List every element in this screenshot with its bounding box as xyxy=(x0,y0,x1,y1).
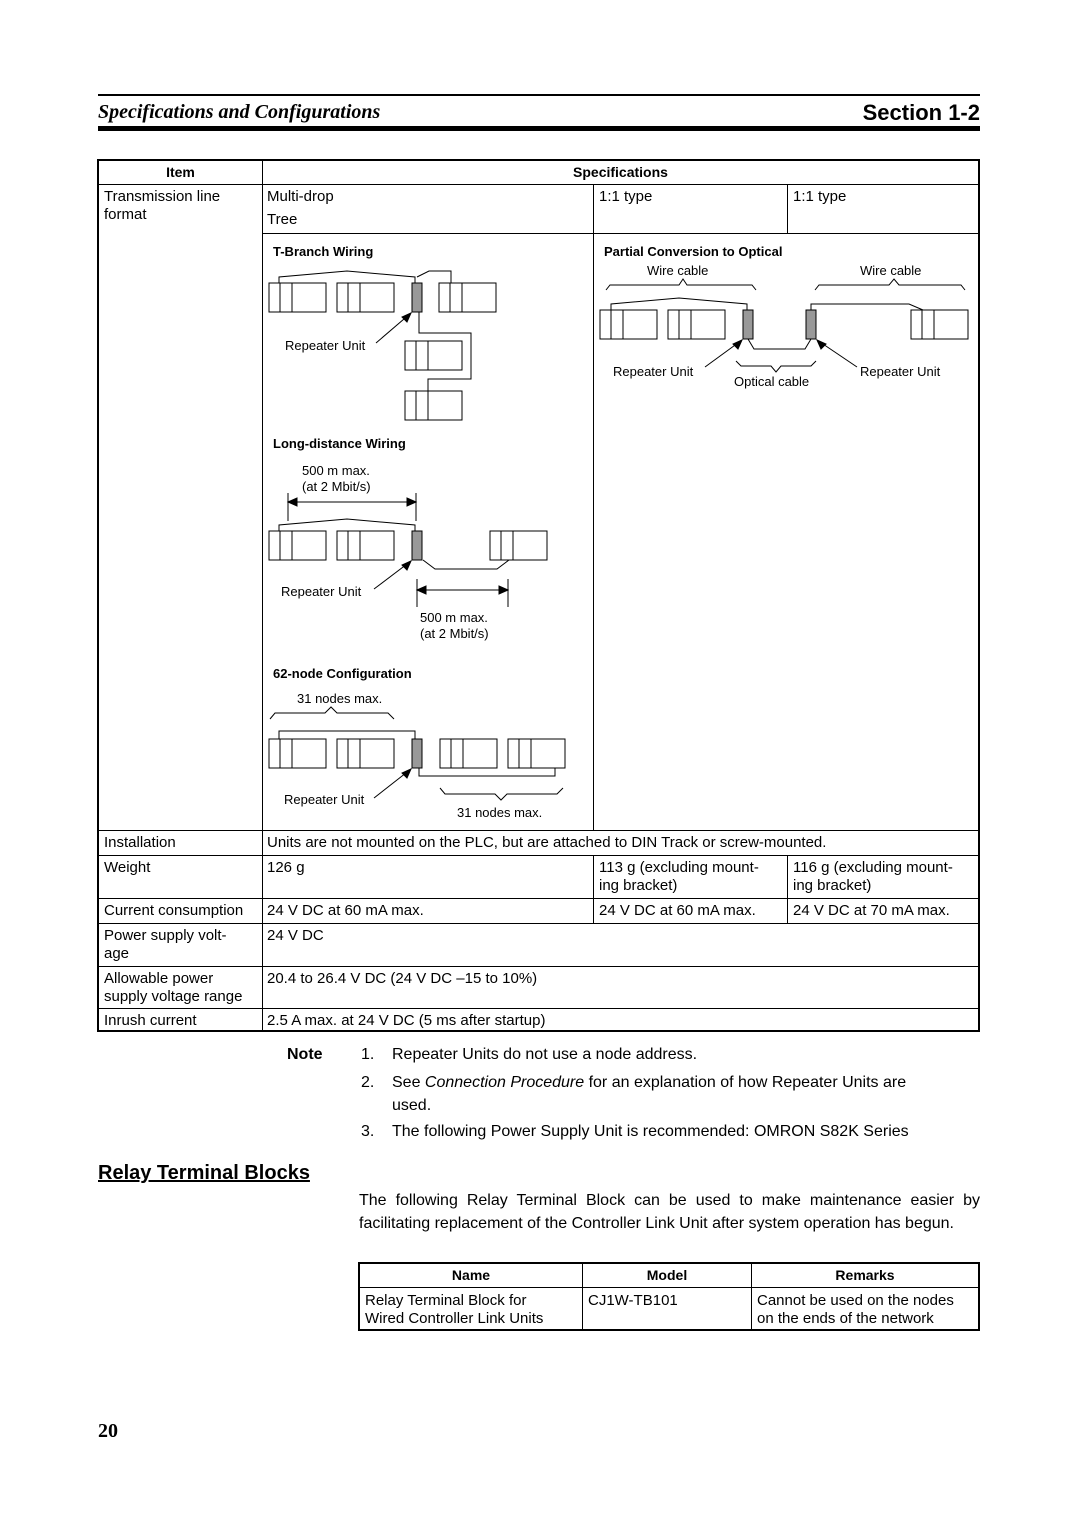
spec-type-2: 1:1 type xyxy=(793,188,847,205)
wire-line xyxy=(419,768,555,776)
optical-repeater2: Repeater Unit xyxy=(860,364,941,379)
col-header-model: Model xyxy=(646,1267,688,1283)
item-installation: Installation xyxy=(104,834,176,851)
table-rule xyxy=(593,856,594,899)
spec-multidrop: Multi-drop xyxy=(267,188,334,205)
optical-cable: Optical cable xyxy=(734,374,810,389)
longdist-max2a: 500 m max. xyxy=(420,610,488,625)
spec-power: 24 V DC xyxy=(267,927,324,944)
relay-name-b: Wired Controller Link Units xyxy=(365,1310,544,1327)
optical-unit xyxy=(668,310,725,339)
repeater-unit-block xyxy=(806,310,816,339)
arrow-head xyxy=(499,586,508,594)
longdist-unit xyxy=(269,531,326,560)
spec-weight-2b: ing bracket) xyxy=(599,877,678,894)
tbranch-unit xyxy=(405,341,462,370)
spec-current-2: 24 V DC at 60 mA max. xyxy=(599,902,756,919)
note-2-number: 2. xyxy=(361,1074,375,1091)
spec-weight-1: 126 g xyxy=(267,859,305,876)
table-rule xyxy=(787,856,788,899)
wire-line xyxy=(423,560,509,569)
longdist-max2b: (at 2 Mbit/s) xyxy=(420,626,489,641)
relay-paragraph: The following Relay Terminal Block can be used to make maintenance easier by facilitating replacement of the Controller Link Unit after system operation has begun. xyxy=(359,1192,980,1232)
optical-unit xyxy=(911,310,968,339)
note-3-number: 3. xyxy=(361,1123,375,1140)
spec-weight-3a: 116 g (excluding mount- xyxy=(793,859,953,876)
wire-line xyxy=(279,271,415,283)
longdist-repeater-label: Repeater Unit xyxy=(281,584,362,599)
wire-line xyxy=(417,271,451,283)
note-2-post: for an explanation of how Repeater Units are xyxy=(584,1074,907,1091)
spec-weight-2a: 113 g (excluding mount- xyxy=(599,859,759,876)
col-header-remarks: Remarks xyxy=(835,1267,895,1283)
repeater-unit-block xyxy=(412,283,422,312)
node62-unit xyxy=(508,739,565,768)
item-transmission-line2: format xyxy=(104,206,147,223)
section-heading: Relay Terminal Blocks xyxy=(98,1162,310,1184)
network-diagrams xyxy=(99,161,978,830)
header-rule-bottom xyxy=(98,126,980,131)
repeater-unit-block xyxy=(743,310,753,339)
item-inrush: Inrush current xyxy=(104,1012,197,1029)
brace xyxy=(440,788,563,800)
item-power-a: Power supply volt- xyxy=(104,927,227,944)
specifications-table xyxy=(97,159,980,1032)
node62-max1: 31 nodes max. xyxy=(297,691,383,706)
relay-remarks-b: on the ends of the network xyxy=(757,1310,934,1327)
note-label: Note xyxy=(287,1046,323,1063)
item-weight: Weight xyxy=(104,859,151,876)
longdist-title: Long-distance Wiring xyxy=(273,436,406,451)
table-rule xyxy=(360,1287,978,1288)
longdist-unit xyxy=(490,531,547,560)
tbranch-repeater-label: Repeater Unit xyxy=(285,338,366,353)
spec-inrush: 2.5 A max. at 24 V DC (5 ms after startup) xyxy=(267,1012,546,1029)
optical-wire1: Wire cable xyxy=(647,263,709,278)
node62-title: 62-node Configuration xyxy=(273,666,412,681)
tbranch-title: T-Branch Wiring xyxy=(273,244,374,259)
tbranch-unit xyxy=(439,283,496,312)
item-allowable-a: Allowable power xyxy=(104,970,214,987)
brace xyxy=(270,707,394,719)
header-rule-top xyxy=(98,94,980,96)
table-rule xyxy=(99,830,978,831)
header-section: Section 1-2 xyxy=(862,100,980,125)
spec-current-1: 24 V DC at 60 mA max. xyxy=(267,902,424,919)
optical-wire2: Wire cable xyxy=(860,263,922,278)
tbranch-unit xyxy=(405,391,462,420)
brace xyxy=(815,279,965,290)
note-1-number: 1. xyxy=(361,1046,375,1063)
spec-installation: Units are not mounted on the PLC, but are attached to DIN Track or screw-mounted. xyxy=(267,834,827,851)
repeater-unit-block xyxy=(412,531,422,560)
tbranch-unit xyxy=(269,283,326,312)
arrow-head xyxy=(417,586,426,594)
arrow-head xyxy=(402,769,411,778)
relay-model: CJ1W-TB101 xyxy=(588,1292,678,1309)
longdist-max1b: (at 2 Mbit/s) xyxy=(302,479,371,494)
note-2-line2: used. xyxy=(392,1097,432,1114)
table-rule xyxy=(99,966,978,967)
node62-repeater-label: Repeater Unit xyxy=(284,792,365,807)
arrow-head xyxy=(817,340,826,349)
arrow-head xyxy=(288,498,297,506)
brace xyxy=(606,279,756,290)
item-allowable-b: supply voltage range xyxy=(104,988,243,1005)
table-rule xyxy=(99,855,978,856)
longdist-max1a: 500 m max. xyxy=(302,463,370,478)
note-1-text: Repeater Units do not use a node address. xyxy=(392,1046,698,1063)
col-header-specifications: Specifications xyxy=(573,164,668,180)
col-header-name: Name xyxy=(451,1267,491,1283)
spec-tree: Tree xyxy=(267,211,298,228)
longdist-unit xyxy=(337,531,394,560)
relay-table xyxy=(358,1262,980,1331)
optical-repeater1: Repeater Unit xyxy=(613,364,694,379)
page-number: 20 xyxy=(98,1420,118,1442)
table-rule xyxy=(593,899,594,924)
table-rule xyxy=(99,1008,978,1009)
header-title: Specifications and Configurations xyxy=(98,101,381,123)
optical-title: Partial Conversion to Optical xyxy=(604,244,783,259)
table-rule xyxy=(787,899,788,924)
item-transmission-line1: Transmission line xyxy=(104,188,221,205)
node62-max2: 31 nodes max. xyxy=(457,805,543,820)
note-2-text xyxy=(392,1072,906,1094)
relay-remarks-a: Cannot be used on the nodes xyxy=(757,1292,954,1309)
arrow-head xyxy=(407,498,416,506)
node62-unit xyxy=(337,739,394,768)
optical-cable-line xyxy=(748,339,811,349)
wire-line xyxy=(279,731,415,739)
spec-weight-3b: ing bracket) xyxy=(793,877,872,894)
arrow-head xyxy=(402,561,411,570)
optical-unit xyxy=(600,310,657,339)
repeater-unit-block xyxy=(412,739,422,768)
spec-current-3: 24 V DC at 70 mA max. xyxy=(793,902,950,919)
spec-allowable: 20.4 to 26.4 V DC (24 V DC –15 to 10%) xyxy=(267,970,538,987)
node62-unit xyxy=(440,739,497,768)
note-2-reference: Connection Procedure xyxy=(424,1074,585,1091)
tbranch-unit xyxy=(337,283,394,312)
note-2-pre: See xyxy=(392,1074,425,1091)
wire-line xyxy=(279,519,415,531)
wire-line xyxy=(811,304,923,310)
wire-line xyxy=(419,312,471,393)
item-power-b: age xyxy=(104,945,130,962)
table-rule xyxy=(99,898,978,899)
item-current: Current consumption xyxy=(104,902,244,919)
table-rule xyxy=(99,923,978,924)
col-header-item: Item xyxy=(166,164,195,180)
spec-type-1: 1:1 type xyxy=(599,188,653,205)
relay-name-a: Relay Terminal Block for xyxy=(365,1292,527,1309)
note-3-text: The following Power Supply Unit is recommended: OMRON S82K Series xyxy=(392,1123,909,1140)
brace xyxy=(736,361,816,372)
node62-unit xyxy=(269,739,326,768)
arrow-head xyxy=(733,340,742,349)
wire-line xyxy=(611,298,747,310)
arrow-head xyxy=(402,313,411,322)
